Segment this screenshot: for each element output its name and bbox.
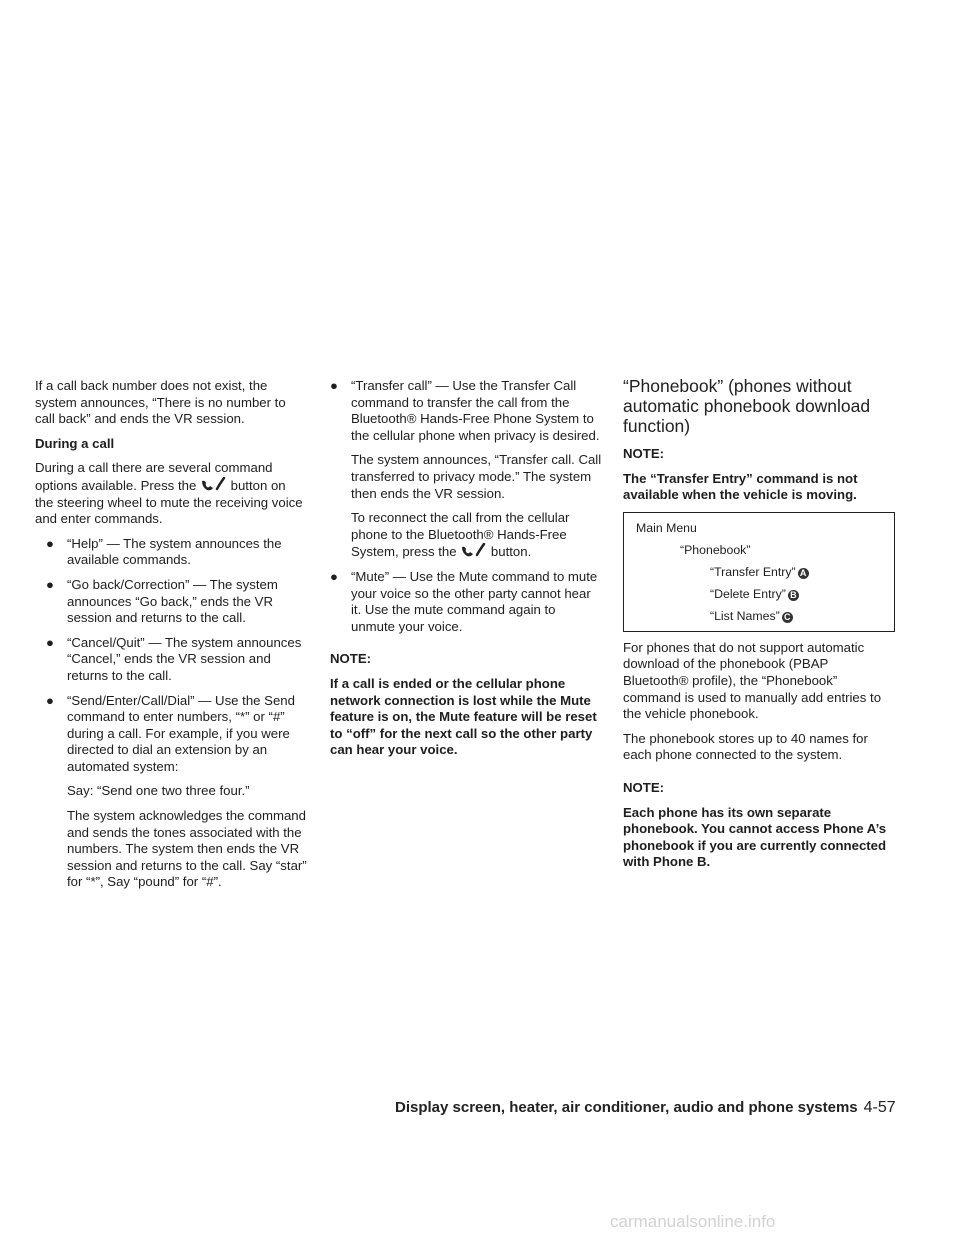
- reconnect-paragraph: [330, 510, 602, 561]
- footer-section-title: Display screen, heater, air conditioner, audio and phone systems: [395, 1099, 858, 1116]
- bullet-dot: ●: [46, 535, 54, 551]
- note-text: The “Transfer Entry” command is not available when the vehicle is moving.: [623, 470, 858, 503]
- note-label: NOTE:: [330, 651, 372, 667]
- bullet-dot: ●: [330, 378, 338, 393]
- during-call-text-a: During a call there are several command options available. Press the: [35, 460, 273, 493]
- during-call-text-b: button on the steering wheel to mute the receiving voice and enter commands.: [35, 477, 303, 527]
- bullet-text: “Go back/Correction” — The system announces “Go back,” ends the VR session and returns to the call.: [67, 576, 278, 626]
- during-call-paragraph: [35, 460, 307, 527]
- menu-main: Main Menu: [636, 520, 697, 535]
- menu-phonebook: “Phonebook”: [680, 542, 751, 557]
- transfer-announce: The system announces, “Transfer call. Call transferred to privacy mode.” The system then ends the VR session.: [351, 452, 602, 501]
- bullet-dot: ●: [46, 576, 54, 592]
- list-item: [46, 693, 307, 776]
- badge-a-icon: A: [798, 568, 809, 579]
- page-footer: [395, 1099, 915, 1117]
- menu-item: [636, 605, 884, 627]
- phone-voice-icon: [200, 477, 227, 491]
- list-item: [330, 378, 602, 444]
- watermark[interactable]: carmanualsonline.info: [610, 1212, 776, 1231]
- intro-paragraph: If a call back number does not exist, the system announces, “There is no number to call back” and ends the VR session.: [35, 378, 286, 427]
- middle-column: [330, 378, 602, 767]
- bullet-text: “Mute” — Use the Mute command to mute your voice so the other party cannot hear it. Use the mute command again to unmute your voice.: [351, 568, 598, 634]
- menu-item: [636, 583, 884, 605]
- menu-item: [636, 561, 884, 583]
- during-call-heading: During a call: [35, 435, 115, 451]
- list-item: [330, 569, 602, 635]
- paragraph: The phonebook stores up to 40 names for each phone connected to the system.: [623, 730, 868, 763]
- reconnect-text: To reconnect the call from the cellular phone to the Bluetooth® Hands-Free System,: [351, 510, 570, 560]
- menu-tree-box: [623, 512, 895, 632]
- paragraph: For phones that do not support automatic download of the phonebook (PBAP Bluetooth® profile), the “Phonebook” command is used to manually add entries to the vehicle phonebook.: [623, 639, 882, 722]
- list-item: [46, 635, 307, 685]
- acknowledge-paragraph: The system acknowledges the command and sends the tones associated with the numbers. The system then ends the VR session and returns to the call. Say “star” for “*”, Say “pound” for “#”.: [67, 808, 307, 890]
- menu-item-label: “Transfer Entry”: [710, 564, 796, 579]
- phone-voice-icon: [460, 543, 487, 557]
- list-item: [46, 577, 307, 627]
- button-word: button.: [490, 544, 532, 560]
- badge-b-icon: B: [788, 590, 799, 601]
- bullet-dot: ●: [46, 692, 54, 708]
- note-label: NOTE:: [623, 779, 665, 795]
- page-number: 4-57: [863, 1099, 896, 1116]
- list-item: [46, 536, 307, 569]
- note-text: If a call is ended or the cellular phone network connection is lost while the Mute feature is on, the Mute feature will be reset to “off” for the next call so the other party can hear your voice.: [330, 675, 597, 758]
- menu-item-label: “List Names”: [710, 608, 780, 623]
- right-column: [623, 378, 895, 879]
- bullet-text: “Help” — The system announces the available commands.: [67, 535, 282, 568]
- bullet-dot: ●: [46, 634, 54, 650]
- say-line: Say: “Send one two three four.”: [67, 783, 250, 799]
- badge-c-icon: C: [782, 612, 793, 623]
- left-column: [35, 378, 307, 899]
- section-title: “Phonebook” (phones without automatic phonebook download function): [623, 376, 871, 436]
- bullet-dot: ●: [330, 568, 338, 584]
- note-label: NOTE:: [623, 446, 665, 461]
- note-text: Each phone has its own separate phonebook. You cannot access Phone A’s phonebook if you are currently connected with Phone B.: [623, 804, 887, 870]
- press-the-text: press the: [402, 544, 457, 560]
- bullet-text: “Cancel/Quit” — The system announces “Cancel,” ends the VR session and returns to the call.: [67, 634, 302, 683]
- menu-item-label: “Delete Entry”: [710, 586, 786, 601]
- bullet-text: “Send/Enter/Call/Dial” — Use the Send command to enter numbers, “*” or “#” during a call. For example, if you were directed to dial an extension by an automated system:: [67, 692, 295, 774]
- bullet-text: “Transfer call” — Use the Transfer Call command to transfer the call from the Bluetooth® Hands-Free Phone System to the cellular phone when privacy is desired.: [351, 378, 600, 443]
